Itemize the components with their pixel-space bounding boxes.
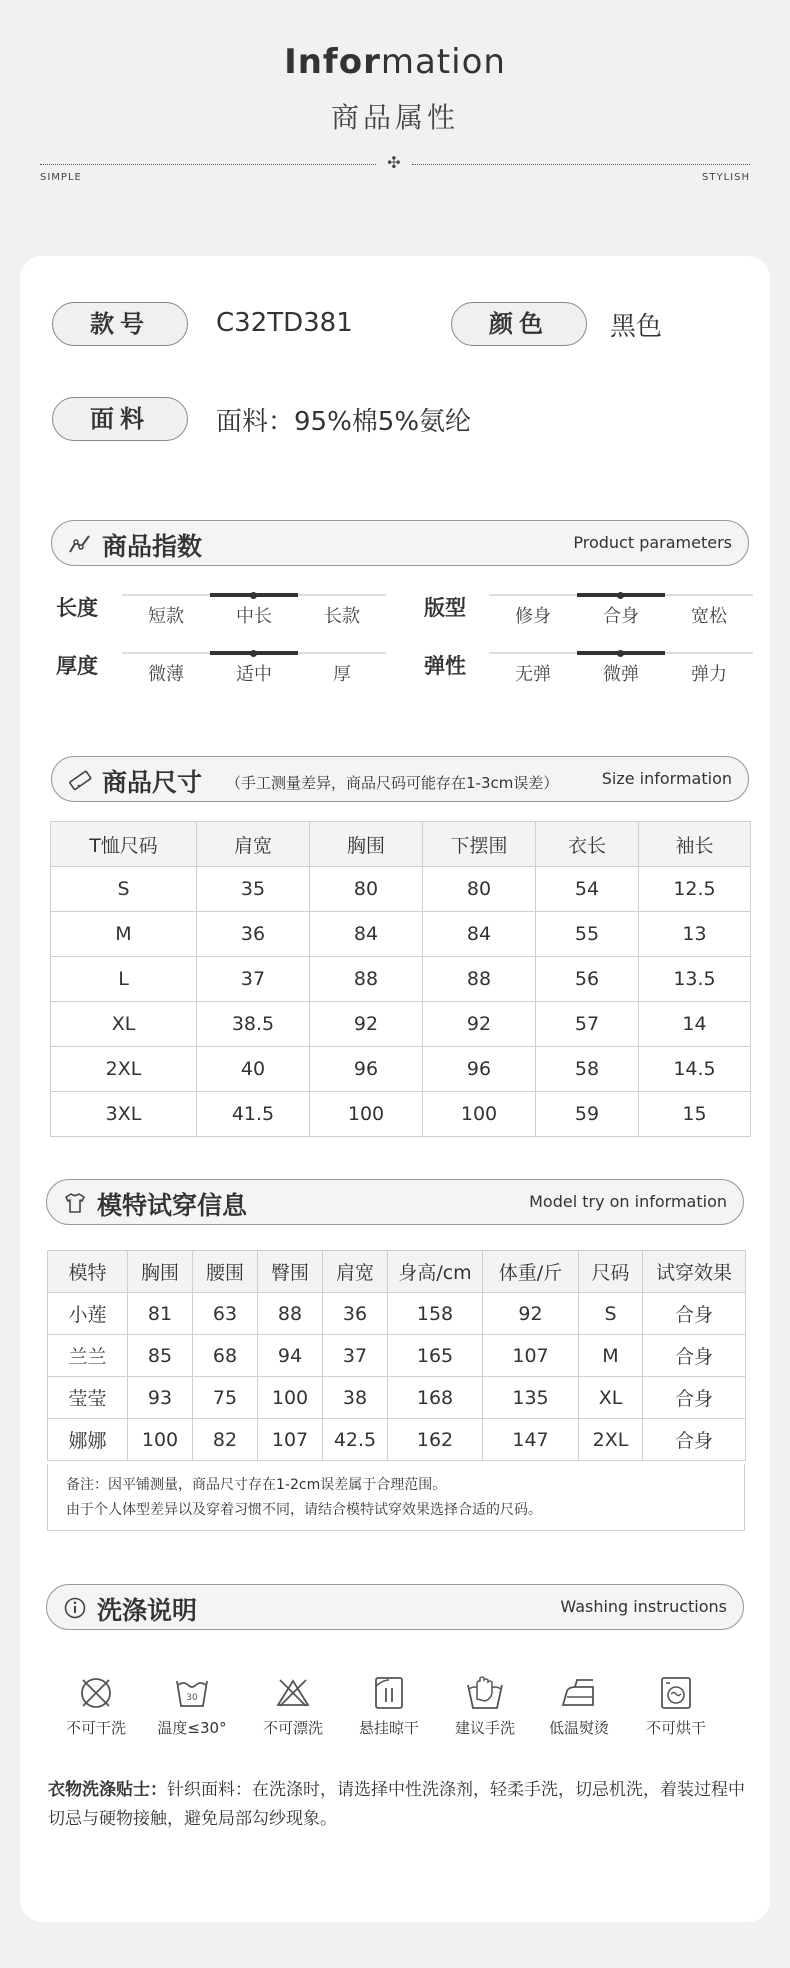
- table-cell: 100: [423, 1092, 536, 1137]
- model-note-1: 备注：因平铺测量，商品尺寸存在1-2cm误差属于合理范围。: [66, 1477, 447, 1493]
- table-cell: 147: [483, 1419, 579, 1461]
- table-cell: 165: [388, 1335, 483, 1377]
- table-row: [51, 867, 751, 912]
- size-note: （手工测量差异，商品尺码可能存在1-3cm误差）: [226, 774, 559, 792]
- table-cell: 36: [197, 912, 310, 957]
- section-title: 商品指数: [102, 532, 203, 561]
- wash-label: 建议手洗: [454, 1719, 515, 1737]
- table-header-cell: 试穿效果: [643, 1251, 746, 1293]
- table-header-cell: 肩宽: [197, 822, 310, 867]
- param-scale-fit: [489, 594, 753, 634]
- table-cell: 15: [639, 1092, 751, 1137]
- param-scale-length: [122, 594, 386, 634]
- table-cell: 68: [193, 1335, 258, 1377]
- param-option-selected: 中长: [236, 606, 272, 627]
- table-cell: 41.5: [197, 1092, 310, 1137]
- table-row: [48, 1419, 746, 1461]
- header-tag-left: SIMPLE: [40, 172, 82, 183]
- table-cell: 兰兰: [48, 1335, 128, 1377]
- table-header-cell: 体重/斤: [483, 1251, 579, 1293]
- table-header-cell: 下摆围: [423, 822, 536, 867]
- param-option: 修身: [515, 606, 551, 627]
- wash-item: [628, 1675, 724, 1738]
- table-header-cell: 腰围: [193, 1251, 258, 1293]
- param-option-selected: 适中: [236, 664, 272, 685]
- wash-temp-badge: 30: [186, 1693, 198, 1703]
- washing-tips: [48, 1776, 748, 1834]
- table-header-cell: 胸围: [310, 822, 423, 867]
- wash-item: [341, 1675, 437, 1738]
- style-no-label: 款号: [52, 302, 188, 346]
- table-cell: 37: [197, 957, 310, 1002]
- param-label-fit: 版型: [424, 596, 466, 620]
- model-note-box: [47, 1464, 745, 1531]
- color-label: 颜色: [451, 302, 587, 346]
- table-cell: 100: [310, 1092, 423, 1137]
- hand-wash-icon: [465, 1675, 505, 1711]
- page-header: [0, 0, 790, 250]
- table-cell: 96: [310, 1047, 423, 1092]
- table-header-cell: 尺码: [579, 1251, 643, 1293]
- table-cell: 36: [323, 1293, 388, 1335]
- section-title-en: Product parameters: [573, 533, 732, 552]
- table-cell: 合身: [643, 1377, 746, 1419]
- header-title: Information: [284, 42, 506, 82]
- model-table: [47, 1250, 746, 1461]
- tshirt-icon: [63, 1191, 87, 1215]
- model-note-2: 由于个人体型差异以及穿着习惯不同，请结合模特试穿效果选择合适的尺码。: [66, 1502, 542, 1518]
- wash-item: [144, 1675, 240, 1738]
- table-cell: 84: [310, 912, 423, 957]
- wash-30-icon: [174, 1675, 210, 1711]
- param-option: 短款: [148, 606, 184, 627]
- style-no-value: C32TD381: [216, 308, 353, 338]
- param-option: 微薄: [148, 664, 184, 685]
- table-header-cell: 胸围: [128, 1251, 193, 1293]
- table-row: [51, 1092, 751, 1137]
- table-cell: 40: [197, 1047, 310, 1092]
- cross-ornament-icon: ✣: [387, 153, 401, 172]
- table-cell: 96: [423, 1047, 536, 1092]
- table-cell: 小莲: [48, 1293, 128, 1335]
- table-cell: 135: [483, 1377, 579, 1419]
- table-cell: 2XL: [51, 1047, 197, 1092]
- wash-item: [437, 1675, 533, 1738]
- table-cell: 13: [639, 912, 751, 957]
- trend-line-icon: [68, 532, 92, 556]
- table-header-row: [51, 822, 751, 867]
- table-cell: S: [51, 867, 197, 912]
- table-cell: 59: [536, 1092, 639, 1137]
- table-cell: L: [51, 957, 197, 1002]
- no-dry-clean-icon: [78, 1675, 114, 1711]
- table-cell: 75: [193, 1377, 258, 1419]
- wash-item: [531, 1675, 627, 1738]
- param-option-selected: 微弹: [603, 664, 639, 685]
- table-cell: 58: [536, 1047, 639, 1092]
- param-label-length: 长度: [56, 596, 98, 620]
- table-cell: M: [51, 912, 197, 957]
- table-cell: 92: [310, 1002, 423, 1047]
- table-header-cell: 臀围: [258, 1251, 323, 1293]
- param-option: 弹力: [691, 664, 727, 685]
- table-row: [48, 1377, 746, 1419]
- param-label-thickness: 厚度: [56, 654, 98, 678]
- table-cell: 35: [197, 867, 310, 912]
- section-product-params: [51, 520, 749, 566]
- table-cell: 85: [128, 1335, 193, 1377]
- table-header-cell: 衣长: [536, 822, 639, 867]
- table-cell: 13.5: [639, 957, 751, 1002]
- wash-label: 不可干洗: [65, 1719, 126, 1737]
- table-cell: 92: [483, 1293, 579, 1335]
- table-header-cell: T恤尺码: [51, 822, 197, 867]
- wash-label: 温度≤30°: [157, 1719, 227, 1737]
- table-cell: 107: [483, 1335, 579, 1377]
- param-label-elasticity: 弹性: [424, 654, 466, 678]
- table-cell: 158: [388, 1293, 483, 1335]
- table-header-cell: 身高/cm: [388, 1251, 483, 1293]
- table-cell: 80: [423, 867, 536, 912]
- section-title-en: Model try on information: [529, 1192, 727, 1211]
- table-cell: 100: [258, 1377, 323, 1419]
- table-cell: 88: [310, 957, 423, 1002]
- table-cell: 55: [536, 912, 639, 957]
- header-divider-left: [40, 164, 376, 165]
- section-title: 洗涤说明: [97, 1596, 198, 1625]
- wash-label: 不可烘干: [645, 1719, 706, 1737]
- fabric-label: 面料: [52, 397, 188, 441]
- table-cell: 合身: [643, 1419, 746, 1461]
- section-title: 模特试穿信息: [97, 1191, 248, 1220]
- param-option: 宽松: [691, 606, 727, 627]
- table-cell: 82: [193, 1419, 258, 1461]
- table-row: [51, 1002, 751, 1047]
- table-cell: 100: [128, 1419, 193, 1461]
- wash-item: [48, 1675, 144, 1738]
- table-cell: 54: [536, 867, 639, 912]
- fabric-value: 面料：95%棉5%氨纶: [216, 407, 472, 437]
- wash-label: 悬挂晾干: [358, 1719, 419, 1737]
- param-scale-thickness: [122, 652, 386, 692]
- table-cell: XL: [579, 1377, 643, 1419]
- section-title: 商品尺寸: [102, 768, 203, 797]
- table-cell: S: [579, 1293, 643, 1335]
- table-cell: 94: [258, 1335, 323, 1377]
- table-cell: 80: [310, 867, 423, 912]
- table-cell: 107: [258, 1419, 323, 1461]
- table-row: [51, 957, 751, 1002]
- table-header-cell: 袖长: [639, 822, 751, 867]
- table-cell: 56: [536, 957, 639, 1002]
- table-row: [51, 912, 751, 957]
- table-row: [51, 1047, 751, 1092]
- param-option: 厚: [333, 664, 351, 685]
- table-cell: 37: [323, 1335, 388, 1377]
- table-cell: 93: [128, 1377, 193, 1419]
- table-cell: 92: [423, 1002, 536, 1047]
- ruler-icon: [68, 768, 92, 792]
- table-cell: 168: [388, 1377, 483, 1419]
- size-table: [50, 821, 751, 1137]
- header-subtitle: 商品属性: [330, 101, 459, 134]
- table-cell: 合身: [643, 1335, 746, 1377]
- table-cell: 88: [258, 1293, 323, 1335]
- table-cell: 14: [639, 1002, 751, 1047]
- section-size-info: [51, 756, 749, 802]
- table-cell: 57: [536, 1002, 639, 1047]
- param-option: 无弹: [515, 664, 551, 685]
- table-cell: 38.5: [197, 1002, 310, 1047]
- table-cell: 63: [193, 1293, 258, 1335]
- table-cell: 2XL: [579, 1419, 643, 1461]
- hang-dry-icon: [371, 1675, 407, 1711]
- info-icon: [63, 1596, 87, 1620]
- table-header-cell: 模特: [48, 1251, 128, 1293]
- section-title-en: Washing instructions: [560, 1597, 727, 1616]
- table-header-row: [48, 1251, 746, 1293]
- no-bleach-icon: [275, 1675, 311, 1711]
- param-scale-elasticity: [489, 652, 753, 692]
- wash-item: [245, 1675, 341, 1738]
- no-tumble-dry-icon: [658, 1675, 694, 1711]
- header-tag-right: STYLISH: [702, 172, 750, 183]
- table-row: [48, 1335, 746, 1377]
- param-option-selected: 合身: [603, 606, 639, 627]
- table-cell: M: [579, 1335, 643, 1377]
- table-cell: 3XL: [51, 1092, 197, 1137]
- table-cell: 88: [423, 957, 536, 1002]
- color-value: 黑色: [610, 312, 663, 342]
- table-row: [48, 1293, 746, 1335]
- table-cell: 162: [388, 1419, 483, 1461]
- table-cell: 81: [128, 1293, 193, 1335]
- washing-tips-body: 针织面料：在洗涤时，请选择中性洗涤剂，轻柔手洗，切忌机洗，着装过程中切忌与硬物接触，避免局部勾纱现象。: [48, 1780, 745, 1829]
- table-header-cell: 肩宽: [323, 1251, 388, 1293]
- table-cell: 合身: [643, 1293, 746, 1335]
- wash-label: 低温熨烫: [548, 1719, 609, 1737]
- table-cell: 14.5: [639, 1047, 751, 1092]
- param-option: 长款: [324, 606, 360, 627]
- table-cell: 12.5: [639, 867, 751, 912]
- section-washing: [46, 1584, 744, 1630]
- table-cell: 84: [423, 912, 536, 957]
- table-cell: 莹莹: [48, 1377, 128, 1419]
- table-cell: 娜娜: [48, 1419, 128, 1461]
- header-divider-right: [412, 164, 750, 165]
- table-cell: XL: [51, 1002, 197, 1047]
- section-model-info: [46, 1179, 744, 1225]
- low-iron-icon: [559, 1675, 599, 1711]
- wash-label: 不可漂洗: [262, 1719, 323, 1737]
- table-cell: 38: [323, 1377, 388, 1419]
- section-title-en: Size information: [601, 769, 732, 788]
- washing-tips-title: 衣物洗涤贴士：: [48, 1780, 167, 1800]
- table-cell: 42.5: [323, 1419, 388, 1461]
